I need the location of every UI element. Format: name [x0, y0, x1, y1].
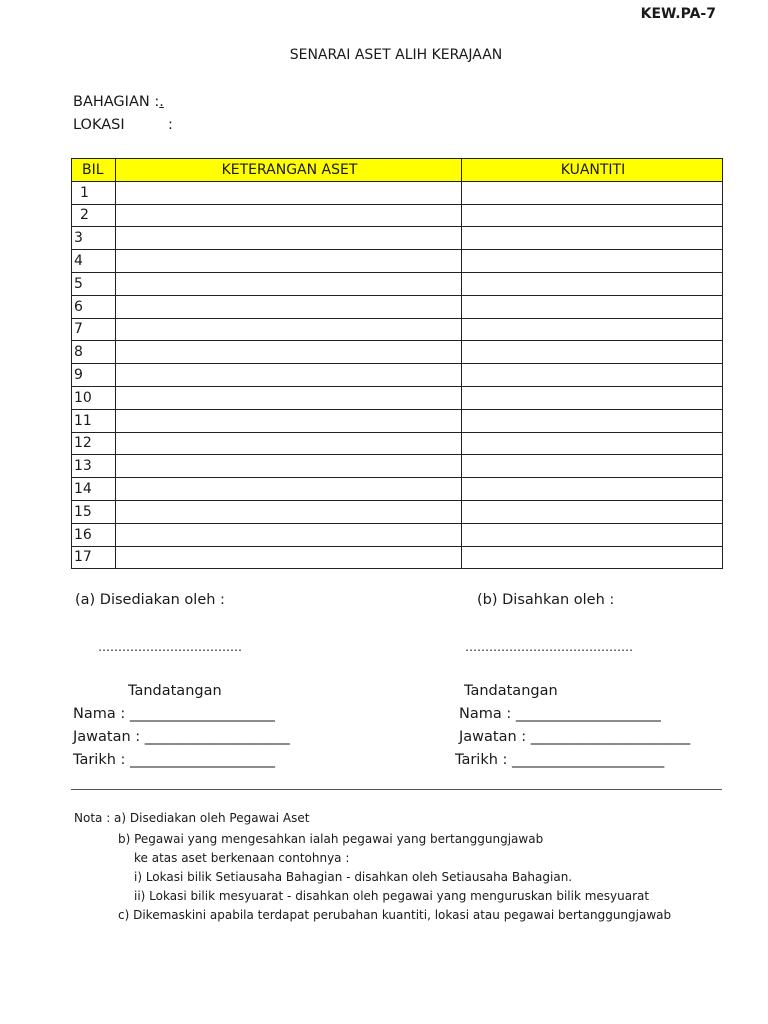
table-row [72, 364, 723, 387]
table-row [72, 523, 723, 546]
prepared-by-heading: (a) Disediakan oleh : [75, 592, 225, 608]
prepared-by-nama: Nama : ____________________ [73, 706, 275, 722]
approved-by-signature-line: …………………………………… [465, 640, 633, 654]
kuantiti-cell[interactable] [462, 455, 723, 478]
table-row [72, 432, 723, 455]
bil-cell: 1 [72, 181, 116, 204]
lokasi-separator: : [168, 117, 173, 133]
table-row [72, 478, 723, 501]
table-row [72, 386, 723, 409]
keterangan-cell[interactable] [116, 318, 462, 341]
bil-cell: 13 [72, 455, 116, 478]
divider [71, 789, 722, 790]
prepared-by-tarikh: Tarikh : ____________________ [73, 752, 276, 768]
keterangan-cell[interactable] [116, 478, 462, 501]
bil-cell: 10 [72, 386, 116, 409]
kuantiti-cell[interactable] [462, 386, 723, 409]
kuantiti-cell[interactable] [462, 500, 723, 523]
prepared-by-signature-line: ……………………………… [98, 640, 242, 654]
header-bil: BIL [72, 159, 116, 182]
bil-cell: 4 [72, 250, 116, 273]
bahagian-separator: : [154, 94, 160, 110]
kuantiti-cell[interactable] [462, 341, 723, 364]
keterangan-cell[interactable] [116, 386, 462, 409]
kuantiti-cell[interactable] [462, 227, 723, 250]
note-line-b-ii: ii) Lokasi bilik mesyuarat - disahkan oleh pegawai yang menguruskan bilik mesyuarat [134, 889, 650, 903]
bil-cell: 17 [72, 546, 116, 569]
kuantiti-cell[interactable] [462, 250, 723, 273]
bil-cell: 15 [72, 500, 116, 523]
note-line-b: b) Pegawai yang mengesahkan ialah pegawai yang bertanggungjawab [118, 832, 544, 846]
table-row [72, 341, 723, 364]
kuantiti-cell[interactable] [462, 272, 723, 295]
header-kuantiti: KUANTITI [462, 159, 723, 182]
bil-cell: 14 [72, 478, 116, 501]
bahagian-mark: . [159, 94, 164, 110]
kuantiti-cell[interactable] [462, 523, 723, 546]
kuantiti-cell[interactable] [462, 364, 723, 387]
note-line-b-i: i) Lokasi bilik Setiausaha Bahagian - disahkan oleh Setiausaha Bahagian. [134, 870, 573, 884]
bahagian-label: BAHAGIAN [73, 94, 150, 110]
bil-cell: 6 [72, 295, 116, 318]
keterangan-cell[interactable] [116, 295, 462, 318]
approved-by-tarikh: Tarikh : _____________________ [455, 752, 665, 768]
keterangan-cell[interactable] [116, 181, 462, 204]
kuantiti-cell[interactable] [462, 546, 723, 569]
note-line-a: Nota : a) Disediakan oleh Pegawai Aset [74, 811, 310, 825]
kuantiti-cell[interactable] [462, 409, 723, 432]
keterangan-cell[interactable] [116, 500, 462, 523]
table-row [72, 272, 723, 295]
table-row [72, 455, 723, 478]
note-line-c: c) Dikemaskini apabila terdapat perubahan kuantiti, lokasi atau pegawai bertanggungjawab [118, 908, 672, 922]
kuantiti-cell[interactable] [462, 181, 723, 204]
approved-by-nama: Nama : ____________________ [459, 706, 661, 722]
approved-by-sign-label: Tandatangan [464, 683, 558, 699]
keterangan-cell[interactable] [116, 364, 462, 387]
asset-table [71, 158, 723, 569]
bil-cell: 8 [72, 341, 116, 364]
form-code: KEW.PA-7 [640, 6, 716, 22]
header-keterangan-aset: KETERANGAN ASET [116, 159, 462, 182]
prepared-by-sign-label: Tandatangan [128, 683, 222, 699]
keterangan-cell[interactable] [116, 523, 462, 546]
keterangan-cell[interactable] [116, 227, 462, 250]
keterangan-cell[interactable] [116, 204, 462, 227]
table-row [72, 204, 723, 227]
table-row [72, 181, 723, 204]
keterangan-cell[interactable] [116, 272, 462, 295]
approved-by-heading: (b) Disahkan oleh : [477, 592, 615, 608]
keterangan-cell[interactable] [116, 546, 462, 569]
kuantiti-cell[interactable] [462, 318, 723, 341]
table-row [72, 500, 723, 523]
page-title: SENARAI ASET ALIH KERAJAAN [289, 47, 503, 63]
table-row [72, 546, 723, 569]
bil-cell: 11 [72, 409, 116, 432]
bil-cell: 3 [72, 227, 116, 250]
keterangan-cell[interactable] [116, 250, 462, 273]
table-row [72, 318, 723, 341]
kuantiti-cell[interactable] [462, 432, 723, 455]
kuantiti-cell[interactable] [462, 295, 723, 318]
bil-cell: 12 [72, 432, 116, 455]
bil-cell: 7 [72, 318, 116, 341]
prepared-by-jawatan: Jawatan : ____________________ [73, 729, 290, 745]
table-header-row [72, 159, 723, 182]
table-row [72, 227, 723, 250]
lokasi-field [73, 117, 125, 133]
keterangan-cell[interactable] [116, 409, 462, 432]
bahagian-field [73, 94, 164, 110]
bil-cell: 2 [72, 204, 116, 227]
kuantiti-cell[interactable] [462, 204, 723, 227]
keterangan-cell[interactable] [116, 432, 462, 455]
bil-cell: 9 [72, 364, 116, 387]
bil-cell: 5 [72, 272, 116, 295]
table-row [72, 409, 723, 432]
table-row [72, 295, 723, 318]
bil-cell: 16 [72, 523, 116, 546]
kuantiti-cell[interactable] [462, 478, 723, 501]
table-row [72, 250, 723, 273]
approved-by-jawatan: Jawatan : ______________________ [459, 729, 691, 745]
lokasi-label: LOKASI [73, 117, 125, 133]
note-line-b-cont: ke atas aset berkenaan contohnya : [134, 851, 350, 865]
keterangan-cell[interactable] [116, 455, 462, 478]
keterangan-cell[interactable] [116, 341, 462, 364]
